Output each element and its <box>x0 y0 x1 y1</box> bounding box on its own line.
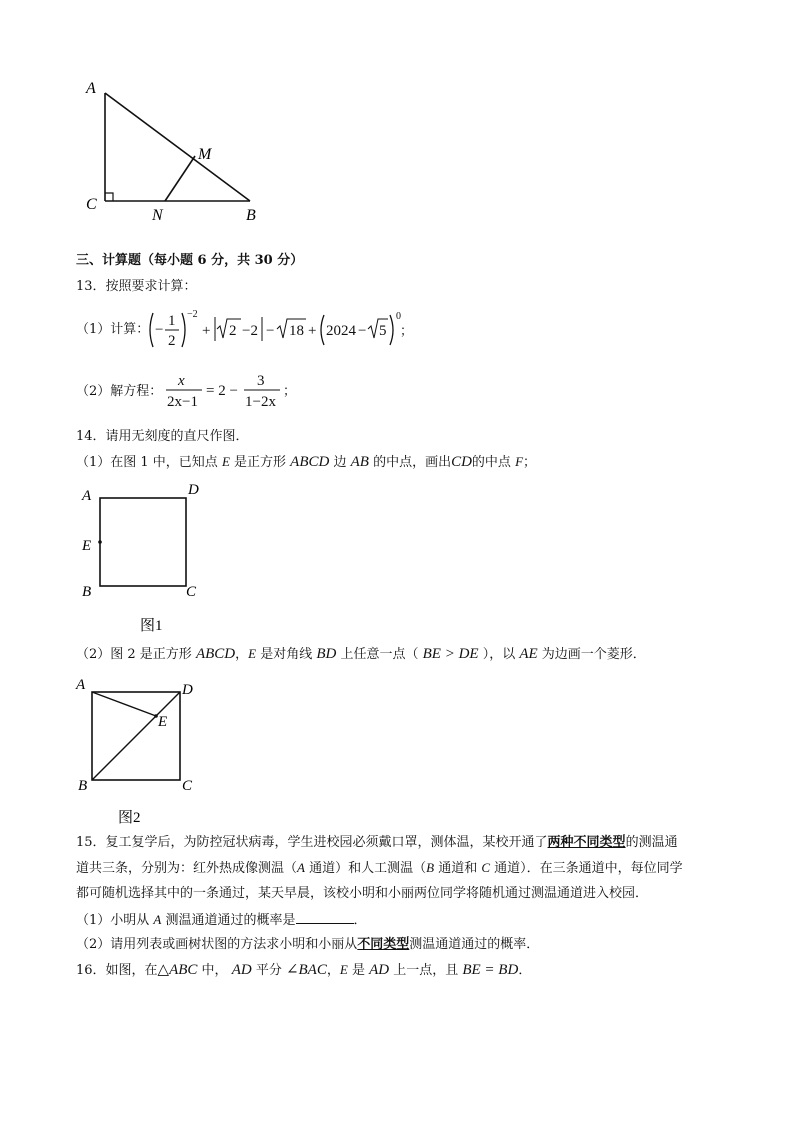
q14-p2-abcd: ABCD <box>195 646 236 662</box>
fig2-label-a: A <box>76 677 86 693</box>
q14-p1-text-e: 的中点 <box>471 455 516 470</box>
q15-p1-a: A <box>153 912 162 927</box>
q14-p1-e: E <box>221 454 230 469</box>
q16-text-b: 中， <box>197 963 232 978</box>
p1-minus3: − <box>358 323 367 339</box>
p1-frac-den: 2 <box>168 333 176 349</box>
q16-triangle: △ABC <box>157 962 198 978</box>
q15-l1-text-b: 的测温通 <box>625 835 678 850</box>
fig1-label-b: B <box>82 584 92 600</box>
p1-exp1: −2 <box>187 309 198 320</box>
q14-p2-text-f: 为边画一个菱形． <box>537 647 646 662</box>
fig1-label-d: D <box>188 482 199 498</box>
fig2-label-d: D <box>182 682 193 698</box>
q14-part1 <box>76 453 536 472</box>
q14-p2-ae: AE <box>519 646 538 662</box>
p1-end: ； <box>400 323 414 338</box>
q15-l1-text-a: 15．复工复学后，为防控冠状病毒，学生进校园必须戴口罩，测体温，某校开通了 <box>76 835 548 850</box>
fig2-label-c: C <box>182 778 193 794</box>
q14-p1-text-a: （1）在图 1 中，已知点 <box>76 455 222 470</box>
fig2-label-e: E <box>158 714 168 730</box>
q16-angle: ∠BAC <box>285 962 327 978</box>
q14-p2-text-d: 上任意一点（ <box>336 647 423 662</box>
q14-p2-text-b: ， <box>235 647 249 662</box>
p1-frac-num: 1 <box>168 313 176 329</box>
fig1-caption: 图1 <box>140 618 163 634</box>
p2-end: ； <box>283 383 297 398</box>
q14-p2-cond: BE > DE <box>422 646 479 662</box>
fig2-caption: 图2 <box>118 810 141 826</box>
q16-ad: AD <box>231 962 252 978</box>
q13-stem: 13．按照要求计算： <box>76 279 197 294</box>
p1-sqrt5: 5 <box>379 323 387 339</box>
q15-p2-underlined: 不同类型 <box>357 937 410 952</box>
q15-line3: 都可随机选择其中的一条通过，某天早晨，该校小明和小丽两位同学将随机通过测温通道进入校园． <box>76 886 649 901</box>
p2-rhs-num: 3 <box>257 373 265 389</box>
q16-ad2: AD <box>369 962 390 978</box>
fig2-label-b: B <box>78 778 88 794</box>
p1-minus2: − <box>266 323 275 339</box>
q14-p2-bd: BD <box>316 646 337 662</box>
figure-1-square <box>76 478 216 638</box>
q13-part1-expression <box>146 305 416 355</box>
q16-text-c: 平分 <box>251 963 286 978</box>
q15-line2 <box>76 859 683 878</box>
figure-right-triangle <box>80 76 280 226</box>
section-title: 三、计算题（每小题 6 分，共 30 分） <box>76 253 304 268</box>
q14-p1-text-c: 边 <box>329 455 351 470</box>
q16-end: ． <box>518 963 532 978</box>
q14-p1-end: ； <box>523 455 537 470</box>
q15-p1-text-b: 测温通道通过的概率是 <box>161 913 296 928</box>
p1-exp2: 0 <box>396 311 401 322</box>
fig1-label-e: E <box>82 538 92 554</box>
p1-minus: − <box>155 322 164 338</box>
q16-condition: BE = BD <box>462 962 519 978</box>
q16-stem <box>76 961 531 980</box>
q14-p1-text-d: 的中点，画出 <box>368 455 452 470</box>
q14-p1-cd: CD <box>451 454 472 470</box>
fig1-label-c: C <box>186 584 197 600</box>
p1-sqrt18: 18 <box>289 323 304 339</box>
p2-lhs-den: 2x−1 <box>167 394 198 410</box>
q15-l1-underlined: 两种不同类型 <box>547 835 626 850</box>
q14-p2-text-c: 是对角线 <box>256 647 317 662</box>
q13-part1-label: （1）计算： <box>76 322 150 337</box>
q15-p1-end: ． <box>353 913 367 928</box>
label-m: M <box>198 146 212 163</box>
q15-l2-text-d: 通道）．在三条通道中，每位同学 <box>490 861 683 876</box>
label-n: N <box>152 207 163 224</box>
q14-p2-text-a: （2）图 2 是正方形 <box>76 647 196 662</box>
q16-text-g: 上一点，且 <box>389 963 463 978</box>
p2-eq: = 2 − <box>206 383 238 399</box>
q16-text-d: ， <box>326 963 340 978</box>
q15-p2-text-a: （2）请用列表或画树状图的方法求小明和小丽从 <box>76 937 358 952</box>
label-b: B <box>246 207 256 224</box>
p2-rhs-den: 1−2x <box>245 394 276 410</box>
q14-p2-text-e: ），以 <box>478 647 520 662</box>
figure-2-square-diagonal <box>72 672 212 834</box>
q15-part2 <box>76 936 539 954</box>
q14-p1-ab: AB <box>350 454 369 470</box>
fig1-label-a: A <box>82 488 92 504</box>
label-a: A <box>86 80 96 97</box>
p1-year: 2024 <box>326 323 356 339</box>
p1-plus2: + <box>308 323 317 339</box>
q15-l2-text-c: 通道和 <box>434 861 482 876</box>
q15-l2-c: C <box>481 860 490 875</box>
q15-l2-a: A <box>297 860 305 875</box>
q15-l2-b: B <box>426 860 435 875</box>
answer-blank[interactable] <box>296 911 354 924</box>
q14-p2-e: E <box>248 646 257 661</box>
q15-p1-text-a: （1）小明从 <box>76 913 154 928</box>
q14-stem: 14．请用无刻度的直尺作图． <box>76 429 249 444</box>
q14-p1-f: F <box>515 454 524 469</box>
q14-p1-abcd: ABCD <box>290 454 330 470</box>
q13-part2-equation <box>160 368 300 414</box>
q16-e: E <box>339 962 348 977</box>
q15-l2-text-a: 道共三条，分别为：红外热成像测温（ <box>76 861 298 876</box>
p1-plus1: + <box>202 323 211 339</box>
p2-lhs-num: x <box>178 373 185 389</box>
p1-abs-a: 2 <box>229 323 237 339</box>
q16-text-a: 16．如图，在 <box>76 963 158 978</box>
label-c: C <box>86 196 97 213</box>
q15-part1 <box>76 911 367 930</box>
p1-abs-b: −2 <box>242 323 258 339</box>
q13-part2-label: （2）解方程： <box>76 384 163 399</box>
q14-part2 <box>76 645 646 664</box>
q15-p2-text-b: 测温通道通过的概率． <box>409 937 540 952</box>
q16-text-f: 是 <box>347 963 370 978</box>
q14-p1-text-b: 是正方形 <box>229 455 291 470</box>
q15-line1 <box>76 834 678 852</box>
q15-l2-text-b: 通道）和人工测温（ <box>304 861 427 876</box>
